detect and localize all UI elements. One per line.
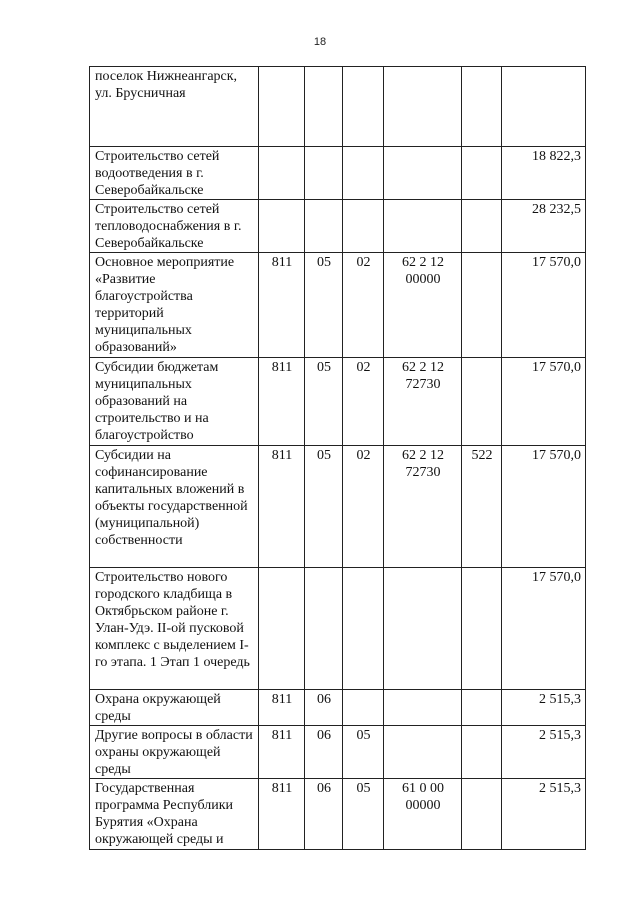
amount-cell: 2 515,3 xyxy=(502,779,586,850)
amount-cell: 28 232,5 xyxy=(502,200,586,253)
subsection-cell xyxy=(343,67,384,147)
target-article-cell: 62 2 12 72730 xyxy=(384,446,462,568)
grbs-cell: 811 xyxy=(259,253,305,358)
target-article-cell xyxy=(384,690,462,726)
table-row xyxy=(90,253,586,358)
subsection-cell: 05 xyxy=(343,726,384,779)
budget-table xyxy=(89,66,586,850)
row-name-cell: Строительство нового городского кладбища в Октябрьском районе г. Улан-Удэ. II-ой пусковой комплекс с выделением I-го этапа. 1 Этап 1 очередь xyxy=(90,568,259,690)
subsection-cell: 02 xyxy=(343,253,384,358)
expense-type-cell xyxy=(462,568,502,690)
target-article-cell: 62 2 12 00000 xyxy=(384,253,462,358)
row-name-cell: Государственная программа Республики Бурятия «Охрана окружающей среды и xyxy=(90,779,259,850)
table-row xyxy=(90,726,586,779)
grbs-cell xyxy=(259,568,305,690)
grbs-cell: 811 xyxy=(259,446,305,568)
expense-type-cell xyxy=(462,726,502,779)
expense-type-cell xyxy=(462,253,502,358)
table-row xyxy=(90,690,586,726)
row-name-cell: поселок Нижнеангарск, ул. Брусничная xyxy=(90,67,259,147)
row-name-cell: Охрана окружающей среды xyxy=(90,690,259,726)
amount-cell: 2 515,3 xyxy=(502,726,586,779)
table-row xyxy=(90,446,586,568)
grbs-cell xyxy=(259,67,305,147)
table-row xyxy=(90,779,586,850)
grbs-cell: 811 xyxy=(259,690,305,726)
grbs-cell: 811 xyxy=(259,779,305,850)
subsection-cell: 05 xyxy=(343,779,384,850)
target-article-cell: 62 2 12 72730 xyxy=(384,358,462,446)
section-cell: 05 xyxy=(305,253,343,358)
subsection-cell xyxy=(343,690,384,726)
table-row xyxy=(90,67,586,147)
target-article-cell xyxy=(384,147,462,200)
grbs-cell: 811 xyxy=(259,726,305,779)
expense-type-cell xyxy=(462,200,502,253)
section-cell: 06 xyxy=(305,690,343,726)
grbs-cell: 811 xyxy=(259,358,305,446)
amount-cell xyxy=(502,67,586,147)
target-article-cell xyxy=(384,568,462,690)
expense-type-cell xyxy=(462,67,502,147)
section-cell: 06 xyxy=(305,726,343,779)
amount-cell: 2 515,3 xyxy=(502,690,586,726)
table-row xyxy=(90,147,586,200)
row-name-cell: Строительство сетей водоотведения в г. Северобайкальске xyxy=(90,147,259,200)
target-article-cell xyxy=(384,726,462,779)
section-cell xyxy=(305,568,343,690)
section-cell xyxy=(305,200,343,253)
subsection-cell: 02 xyxy=(343,358,384,446)
grbs-cell xyxy=(259,200,305,253)
expense-type-cell xyxy=(462,358,502,446)
row-name-cell: Субсидии на софинансирование капитальных вложений в объекты государственной (муниципальной) собственности xyxy=(90,446,259,568)
section-cell: 05 xyxy=(305,358,343,446)
subsection-cell xyxy=(343,147,384,200)
row-name-cell: Основное мероприятие «Развитие благоустройства территорий муниципальных образований» xyxy=(90,253,259,358)
row-name-cell: Субсидии бюджетам муниципальных образований на строительство и на благоустройство xyxy=(90,358,259,446)
subsection-cell: 02 xyxy=(343,446,384,568)
section-cell: 06 xyxy=(305,779,343,850)
target-article-cell xyxy=(384,67,462,147)
amount-cell: 17 570,0 xyxy=(502,358,586,446)
amount-cell: 18 822,3 xyxy=(502,147,586,200)
expense-type-cell: 522 xyxy=(462,446,502,568)
row-name-cell: Строительство сетей тепловодоснабжения в г. Северобайкальске xyxy=(90,200,259,253)
target-article-cell: 61 0 00 00000 xyxy=(384,779,462,850)
section-cell xyxy=(305,147,343,200)
section-cell xyxy=(305,67,343,147)
row-name-cell: Другие вопросы в области охраны окружающей среды xyxy=(90,726,259,779)
expense-type-cell xyxy=(462,147,502,200)
page-number: 18 xyxy=(313,36,327,48)
grbs-cell xyxy=(259,147,305,200)
amount-cell: 17 570,0 xyxy=(502,446,586,568)
table-row xyxy=(90,358,586,446)
expense-type-cell xyxy=(462,779,502,850)
table-row xyxy=(90,200,586,253)
target-article-cell xyxy=(384,200,462,253)
subsection-cell xyxy=(343,200,384,253)
amount-cell: 17 570,0 xyxy=(502,568,586,690)
amount-cell: 17 570,0 xyxy=(502,253,586,358)
expense-type-cell xyxy=(462,690,502,726)
subsection-cell xyxy=(343,568,384,690)
table-row xyxy=(90,568,586,690)
section-cell: 05 xyxy=(305,446,343,568)
